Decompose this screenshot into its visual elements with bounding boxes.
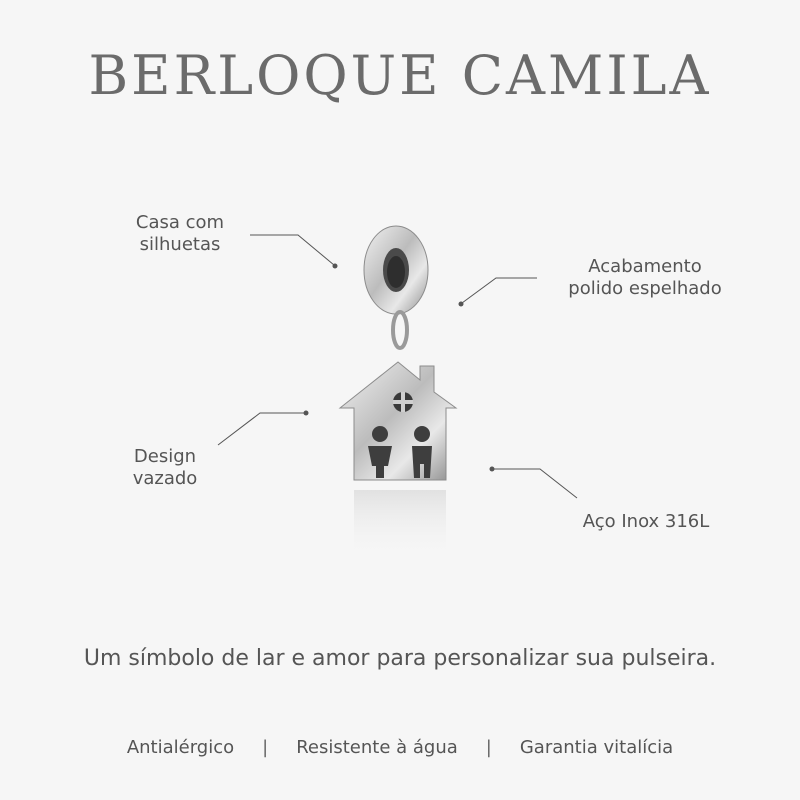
callout-line-casa [250,235,334,265]
feature-list [0,737,800,758]
feature-resistente: Resistente à água [296,737,458,758]
feature-separator: | [485,737,492,758]
callout-aco [566,511,726,533]
callout-acabamento-line1: Acabamento [588,256,702,277]
feature-antialergico: Antialérgico [126,737,235,758]
callout-casa-line2: silhuetas [139,234,221,255]
feature-separator: | [262,737,269,758]
callout-dot-design [304,411,309,416]
callout-aco-line1: Aço Inox 316L [582,511,710,532]
page-title: BERLOQUE CAMILA [88,44,712,107]
tagline: Um símbolo de lar e amor para personalizar sua pulseira. [83,646,717,671]
callout-design-line2: vazado [132,468,198,489]
callout-design [115,446,215,490]
callout-design-line1: Design [133,446,197,467]
callout-acabamento-line2: polido espelhado [568,278,722,299]
house-charm-icon [330,220,480,580]
feature-garantia: Garantia vitalícia [519,737,674,758]
callout-casa [120,212,240,256]
callout-line-aco [493,469,577,498]
callout-casa-line1: Casa com [135,212,225,233]
callout-acabamento [540,256,750,300]
callout-dot-aco [490,467,495,472]
callout-line-design [218,413,305,445]
